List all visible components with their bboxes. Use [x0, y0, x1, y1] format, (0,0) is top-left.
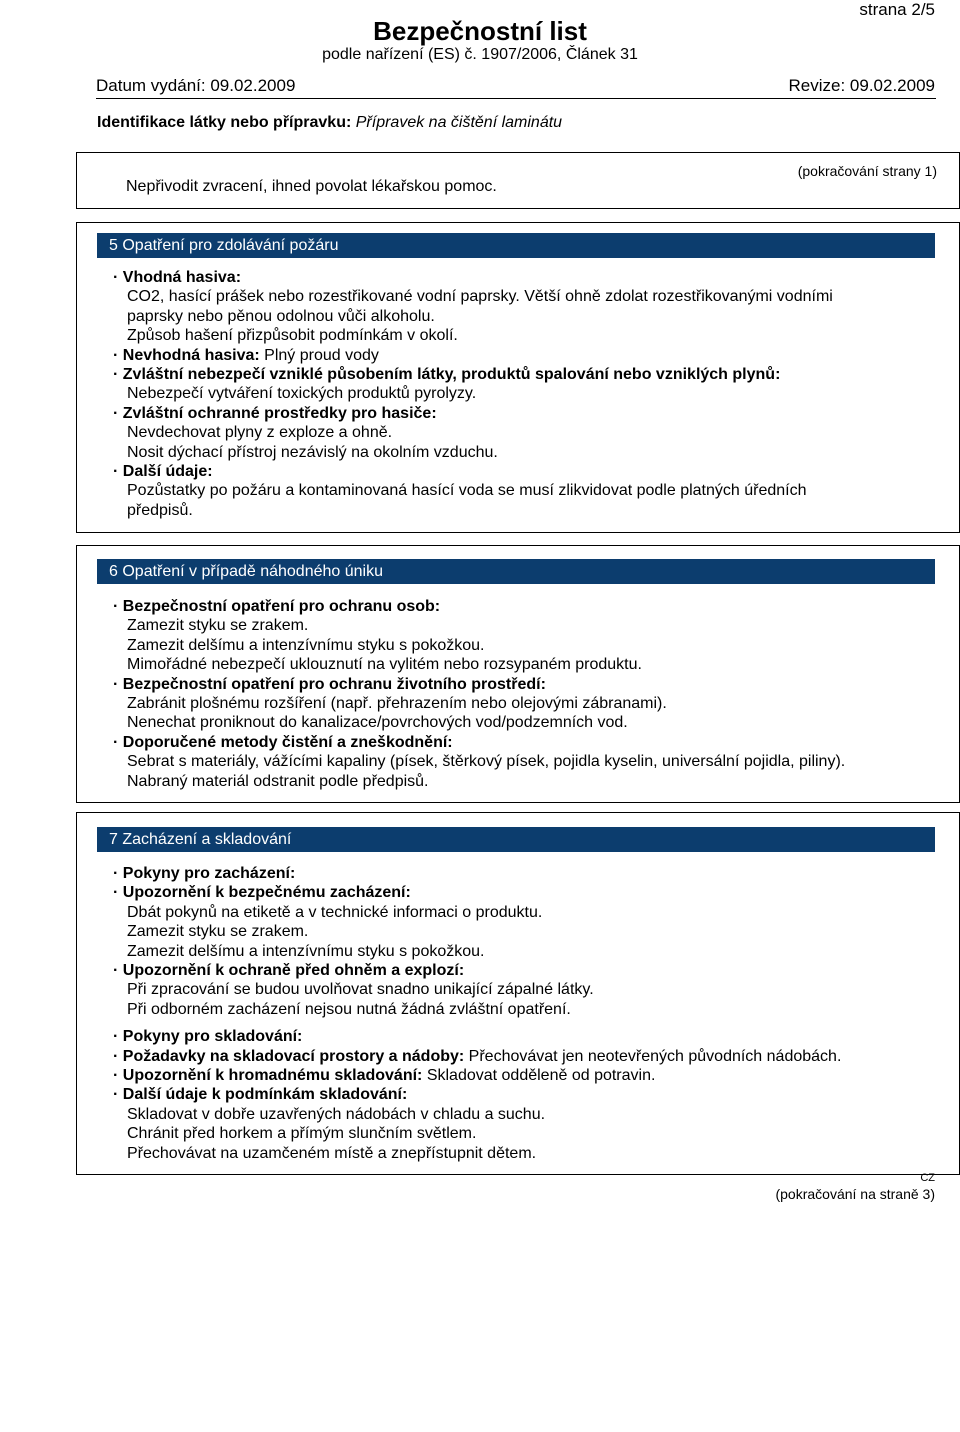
text-line: CO2, hasící prášek nebo rozestřikované vodní paprsky. Větší ohně zdolat rozestřikovanými vodními [127, 288, 833, 306]
joint-storage [113, 1066, 943, 1085]
section-7-heading: 7 Zacházení a skladování [97, 827, 935, 852]
text-line: Způsob hašení přizpůsobit podmínkám v okolí. [127, 327, 458, 345]
joint-storage-value: Skladovat odděleně od potravin. [422, 1067, 656, 1085]
special-hazards-label: · Zvláštní nebezpečí vzniklé působením látky, produktů spalování nebo vzniklých plynů: [113, 366, 781, 384]
text-line: Nosit dýchací přístroj nezávislý na okolním vzduchu. [127, 443, 498, 461]
joint-storage-label: · Upozornění k hromadnému skladování: [113, 1067, 423, 1085]
further-info-label: · Další údaje: [113, 463, 213, 481]
text-line: Chránit před horkem a přímým slunčním světlem. [127, 1125, 477, 1143]
storage-requirements-label: · Požadavky na skladovací prostory a nádoby: [113, 1047, 465, 1065]
text-line: Skladovat v dobře uzavřených nádobách v chladu a suchu. [127, 1105, 546, 1123]
environmental-precautions-label: · Bezpečnostní opatření pro ochranu životního prostředí: [113, 675, 546, 693]
storage-requirements [113, 1047, 943, 1066]
text-line: Mimořádné nebezpečí uklouznutí na vylitém nebo rozsypaném produktu. [127, 656, 642, 674]
storage-conditions-label: · Další údaje k podmínkám skladování: [113, 1086, 408, 1104]
document-title: Bezpečnostní list [373, 16, 587, 46]
continuation-from: (pokračování strany 1) [797, 163, 937, 179]
revision-date: Revize: 09.02.2009 [788, 76, 935, 95]
section-6-content [113, 597, 943, 791]
cleaning-methods-label: · Doporučené metody čistění a zneškodnění: [113, 733, 453, 751]
text-line: Zamezit styku se zrakem. [127, 923, 309, 941]
text-line: Zamezit delšímu a intenzívnímu styku s pokožkou. [127, 942, 485, 960]
text-line: Dbát pokynů na etiketě a v technické informaci o produktu. [127, 903, 543, 921]
text-line: Zabránit plošnému rozšíření (např. přehrazením nebo olejovými zábranami). [127, 695, 667, 713]
country-code: CZ [920, 1172, 935, 1184]
text-line: Nabraný materiál odstranit podle předpisů. [127, 772, 429, 790]
previous-text: Nepřivodit zvracení, ihned povolat lékařskou pomoc. [126, 178, 497, 195]
protective-equipment-label: · Zvláštní ochranné prostředky pro hasiče: [113, 404, 437, 422]
unsuitable-value: Plný proud vody [259, 346, 379, 364]
text-line: Nebezpečí vytváření toxických produktů pyrolyzy. [127, 385, 477, 403]
fire-protection-label: · Upozornění k ochraně před ohněm a explozí: [113, 962, 465, 980]
section-6-heading: 6 Opatření v případě náhodného úniku [97, 559, 935, 584]
text-line: předpisů. [127, 501, 193, 519]
continuation-next: (pokračování na straně 3) [775, 1186, 935, 1202]
product-identification [97, 114, 562, 132]
text-line: Zamezit styku se zrakem. [127, 617, 309, 635]
text-line: paprsky nebo pěnou odolnou vůči alkoholu. [127, 307, 435, 325]
identification-label: Identifikace látky nebo přípravku: [97, 114, 352, 131]
safe-handling-label: · Upozornění k bezpečnému zacházení: [113, 884, 411, 902]
section-5-heading: 5 Opatření pro zdolávání požáru [97, 233, 935, 258]
spacer [113, 1019, 943, 1027]
previous-page-box [76, 152, 960, 209]
text-line: Přechovávat na uzamčeném místě a znepřístupnit dětem. [127, 1144, 537, 1162]
storage-label: · Pokyny pro skladování: [113, 1028, 303, 1046]
personal-precautions-label: · Bezpečnostní opatření pro ochranu osob: [113, 598, 441, 615]
text-line: Nevdechovat plyny z exploze a ohně. [127, 424, 393, 442]
suitable-extinguishers-label: · Vhodná hasiva: [113, 269, 242, 286]
unsuitable-extinguishers [113, 346, 943, 365]
document-subtitle: podle nařízení (ES) č. 1907/2006, Článek 31 [322, 46, 638, 63]
text-line: Při zpracování se budou uvolňovat snadno unikající zápalné látky. [127, 981, 594, 999]
text-line: Sebrat s materiály, vážícími kapaliny (písek, štěrkový písek, pojidla kyselin, universální pojidla, piliny). [127, 753, 846, 771]
identification-value: Přípravek na čištění laminátu [355, 114, 563, 131]
text-line: Pozůstatky po požáru a kontaminovaná hasící voda se musí zlikvidovat podle platných úředních [127, 482, 807, 500]
text-line: Nenechat proniknout do kanalizace/povrchových vod/podzemních vod. [127, 714, 628, 732]
issue-date: Datum vydání: 09.02.2009 [96, 76, 296, 95]
section-5-content [113, 268, 943, 520]
unsuitable-label: · Nevhodná hasiva: [113, 346, 260, 364]
handling-label: · Pokyny pro zacházení: [113, 865, 296, 882]
page-number: strana 2/5 [859, 0, 935, 19]
header-divider [96, 98, 936, 99]
text-line: Při odborném zacházení nejsou nutná žádná zvláštní opatření. [127, 1000, 571, 1018]
storage-requirements-value: Přechovávat jen neotevřených původních nádobách. [464, 1047, 842, 1065]
section-7-content [113, 864, 943, 1163]
text-line: Zamezit delšímu a intenzívnímu styku s pokožkou. [127, 636, 485, 654]
